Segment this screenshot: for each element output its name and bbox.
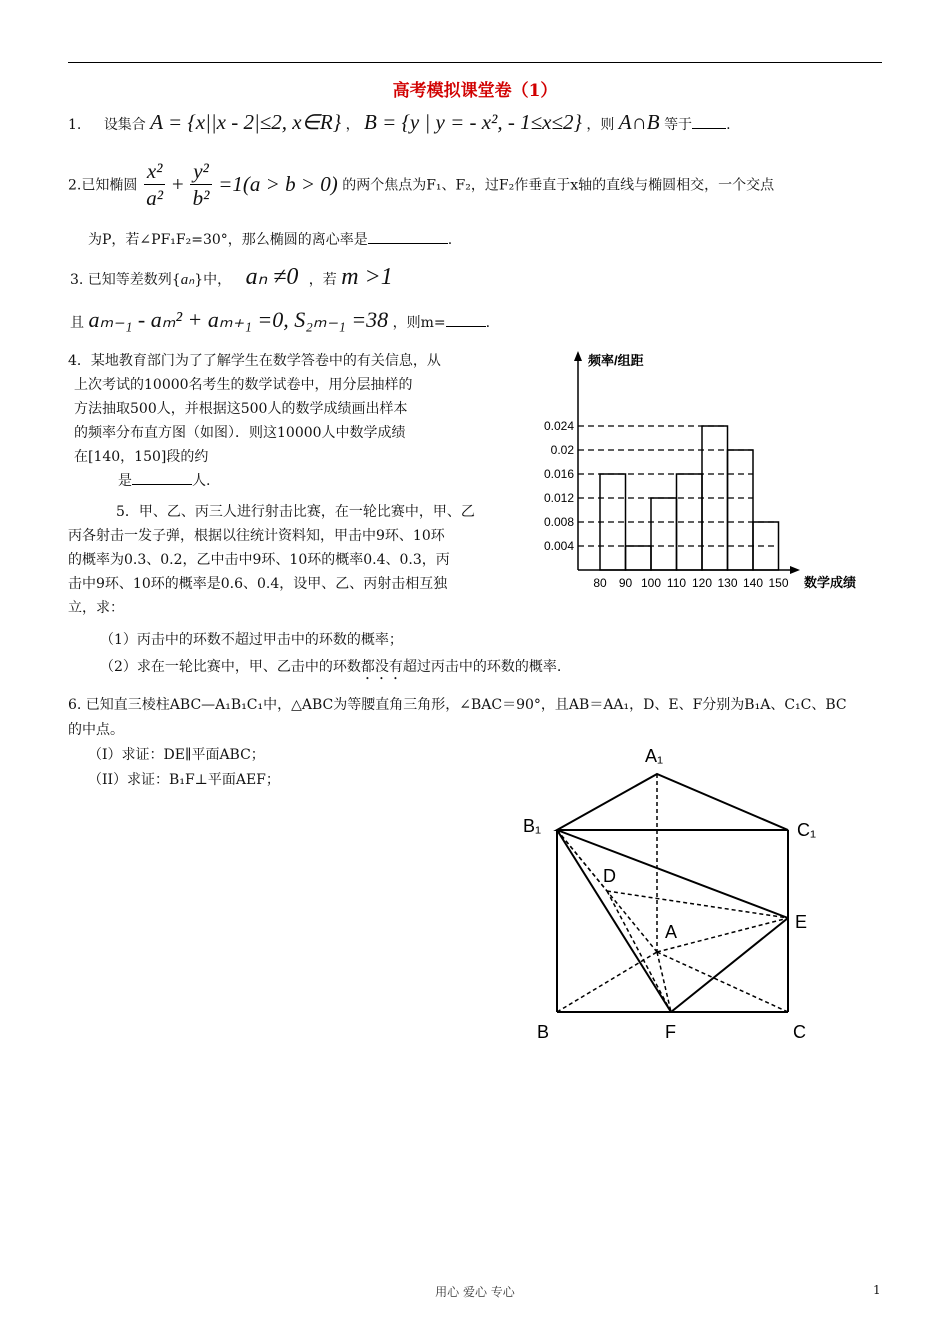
y-tick-label: 0.02 [550, 443, 574, 457]
y-tick-label: 0.024 [543, 419, 574, 433]
x-tick-label: 90 [618, 576, 633, 590]
question-4: 4．某地教育部门为了了解学生在数学答卷中的有关信息，从 上次考试的10000名考生的数学试卷中，用分层抽样的 方法抽取500人，并根据这500人的数学成绩画出样本 的频率分布直方图（如图）．则这10000人中数学成绩 在[140，150]段的约 是 人. [68, 353, 441, 489]
x-tick-label: 120 [691, 576, 713, 590]
y-tick-label: 0.004 [543, 539, 574, 553]
label-c1: C₁ [797, 820, 817, 840]
x-tick-labels [593, 576, 789, 590]
x-tick-label: 130 [717, 576, 738, 590]
y-tick-labels [544, 419, 574, 553]
question-2: 2.已知椭圆 $\frac{\text{x²}}{\text{a²}}$ + $\frac{\text{y²}}{\text{b²}}$ =1(a > b > 0) 的两个焦点为F₁、F₂，过F₂作垂直于x轴的直线与椭圆相交，一个交点 [68, 159, 775, 210]
emphasis-text: 都没有 [360, 659, 403, 675]
histogram-bar [753, 522, 779, 570]
question-6-part1: （I）求证：DE∥平面ABC； [88, 747, 265, 763]
fraction-x: $\frac{\text{x²}}{\text{a²}}$ [144, 158, 166, 211]
answer-blank[interactable] [446, 326, 486, 327]
y-axis-label: 频率/组距 [588, 353, 644, 368]
histogram-bar [728, 450, 754, 570]
x-axis-arrow [790, 566, 800, 574]
label-e: E [795, 912, 808, 932]
question-6-cont: 的中点。 [68, 722, 124, 738]
label-b: B [537, 1022, 550, 1042]
solid-edges [557, 774, 788, 1012]
x-tick-label: 110 [666, 576, 687, 590]
gridlines [578, 426, 779, 546]
axes [578, 359, 792, 570]
label-a: A [665, 922, 678, 942]
header-rule [68, 62, 882, 63]
label-f: F [665, 1022, 676, 1042]
page-title: 高考模拟课堂卷（1） [392, 81, 558, 101]
histogram-bar [651, 498, 677, 570]
y-tick-label: 0.008 [543, 515, 574, 529]
y-tick-label: 0.016 [543, 467, 574, 481]
prism-figure [515, 740, 825, 1050]
question-6-part2: （II）求证：B₁F⊥平面AEF； [88, 772, 280, 788]
answer-blank[interactable] [132, 484, 192, 485]
x-tick-label: 140 [742, 576, 764, 590]
question-5: 5．甲、乙、丙三人进行射击比赛，在一轮比赛中，甲、乙 丙各射击一发子弹，根据以往统计资料知，甲击中9环、10环 的概率为0.3、0.2，乙中击中9环、10环的概率0.4、0.3，丙 击中9环、10环的概率是0.6、0.4，设甲、乙、丙射击相互独 立，求： [68, 504, 475, 616]
y-tick-label: 0.012 [543, 491, 574, 505]
label-a1: A₁ [645, 746, 664, 766]
y-axis-arrow [574, 351, 582, 361]
x-tick-label: 80 [593, 576, 607, 590]
question-3: 3. 已知等差数列{aₙ}中， aₙ ≠0 ，若 m >1 [70, 264, 393, 290]
set-b-formula: B = {y | y = - x², - 1≤x≤2} [364, 110, 582, 134]
answer-blank[interactable] [368, 243, 448, 244]
question-6: 6. 已知直三棱柱ABC—A₁B₁C₁中，△ABC为等腰直角三角形，∠BAC＝90°，且AB＝AA₁，D、E、F分别为B₁A、C₁C、BC [68, 697, 847, 713]
label-d: D [603, 866, 616, 886]
intersection-expr: A∩B [618, 110, 660, 134]
label-b1: B₁ [523, 816, 542, 836]
histogram-bar [626, 546, 652, 570]
question-5-sub1: （1）丙击中的环数不超过甲击中的环数的概率； [100, 632, 403, 648]
question-1: 1. 设集合 A = {x||x - 2|≤2, x∈R} ， B = {y | y = - x², - 1≤x≤2} ，则 A∩B 等于 . [68, 110, 731, 134]
footer-text: 用心 爱心 专心 [435, 1285, 515, 1299]
fraction-y: $\frac{\text{y²}}{\text{b²}}$ [190, 158, 212, 211]
question-5-sub2: （2）求在一轮比赛中，甲、乙击中的环数都没有超过丙击中的环数的概率. [100, 659, 562, 675]
x-tick-label: 150 [768, 576, 789, 590]
question-2-cont: 为P，若∠PF₁F₂=30°，那么椭圆的离心率是 . [88, 232, 453, 248]
answer-blank[interactable] [692, 128, 726, 129]
x-axis-label: 数学成绩 [804, 575, 857, 590]
x-tick-label: 100 [640, 576, 662, 590]
label-c: C [793, 1022, 806, 1042]
set-a-formula: A = {x||x - 2|≤2, x∈R} [150, 110, 342, 134]
question-3-cont: 且 aₘ₋₁ - aₘ² + aₘ₊₁ =0, S₂ₘ₋₁ =38 ，则m= . [70, 307, 491, 332]
frequency-histogram [530, 345, 880, 595]
page-number: 1 [873, 1283, 881, 1297]
